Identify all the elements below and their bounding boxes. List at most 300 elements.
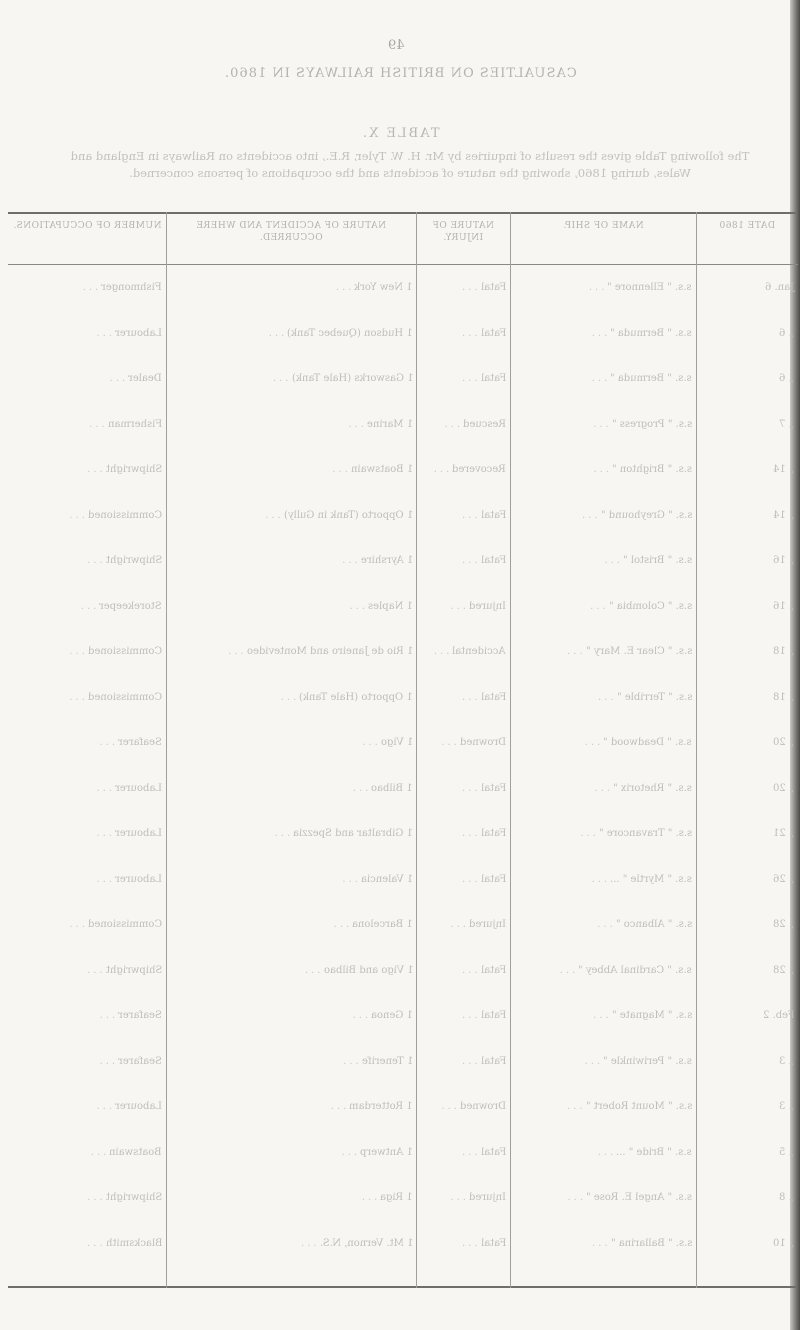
leader-dots: ... (433, 646, 453, 657)
cause-cell (168, 1147, 413, 1158)
cause-cell (168, 919, 413, 930)
date-cell (698, 373, 794, 384)
leader-dots: ... (82, 282, 102, 293)
table-row (8, 684, 798, 722)
leader-dots: ... (593, 1010, 612, 1021)
leader-dots: ... (265, 509, 284, 521)
cell-text: Recovered (452, 464, 506, 475)
date-cell (698, 646, 794, 657)
table-row (8, 957, 798, 995)
leader-dots: ... (228, 646, 247, 657)
leader-dots: ... (96, 782, 116, 794)
fatal-cell (420, 828, 506, 839)
occupation-cell (12, 783, 162, 794)
name-cell (512, 1192, 692, 1203)
name-cell (512, 510, 692, 521)
table-row (8, 547, 798, 585)
cell-text: Storekeeper (99, 600, 162, 612)
fatal-cell (420, 1238, 506, 1249)
leader-dots: ... (272, 373, 292, 384)
occupation-cell (12, 282, 162, 293)
cause-cell (168, 555, 413, 566)
date-cell (698, 419, 794, 430)
cell-text: Fatal (480, 828, 506, 839)
cell-text: s.s. " Ballarina " (610, 1237, 692, 1249)
cause-cell (168, 692, 413, 703)
table-row (8, 775, 798, 813)
occupation-cell (12, 328, 162, 339)
occupation-cell (12, 1147, 162, 1158)
occupation-cell (12, 1101, 162, 1112)
cell-text: „ 28 (772, 964, 794, 976)
leader-dots: ... (268, 327, 288, 339)
cell-text: 1 Ayrshire (360, 555, 413, 566)
cause-cell (168, 874, 413, 885)
cause-cell (168, 1010, 413, 1021)
cell-text: „ 21 (772, 828, 794, 839)
cause-cell (168, 1238, 413, 1249)
cell-text: 1 Boatswain (350, 464, 413, 475)
table-row (8, 1184, 798, 1222)
cell-text: s.s. " Rhetorix " (613, 782, 692, 794)
occupation-cell (12, 874, 162, 885)
cell-text: „ 6 (779, 373, 794, 384)
cell-text: s.s. " Bermuda " (610, 373, 692, 384)
cell-text: Fisherman (107, 418, 162, 430)
date-cell (698, 737, 794, 748)
leader-dots: ... (433, 464, 453, 475)
cell-text: Fatal (480, 1237, 506, 1249)
leader-dots: ... (591, 873, 611, 885)
cell-text: 1 Rotterdam (349, 1101, 413, 1112)
table-row (8, 911, 798, 949)
table-row (8, 456, 798, 494)
cell-text: Rescued (463, 418, 506, 430)
cell-text: s.s. " Terrible " (616, 691, 692, 703)
leader-dots: ... (588, 282, 608, 293)
fatal-cell (420, 328, 506, 339)
cell-text: 1 Naples (368, 600, 413, 612)
fatal-cell (420, 282, 506, 293)
cell-text: 1 Vigo and Bilbao (323, 964, 413, 976)
cell-text: 1 Rio de Janeiro and Montevideo (246, 646, 413, 657)
leader-dots: ... (69, 919, 88, 930)
leader-dots: ... (593, 464, 612, 475)
cell-text: Labourer (115, 782, 162, 794)
cell-text: s.s. " Periwinkle " (603, 1055, 692, 1067)
leader-dots: ... (280, 691, 300, 703)
leader-dots: ... (462, 964, 481, 976)
cell-text: „ 16 (772, 555, 794, 566)
cell-text: „ 10 (772, 1237, 794, 1249)
cell-text: s.s. " Progress " (611, 418, 692, 430)
name-cell (512, 1238, 692, 1249)
leader-dots: ... (584, 737, 604, 748)
table-row (8, 1230, 798, 1268)
fatal-cell (420, 646, 506, 657)
fatal-cell (420, 1010, 506, 1021)
cell-text: Shipwright (105, 555, 162, 566)
cell-text: Labourer (115, 873, 162, 885)
leader-dots: ... (594, 782, 614, 794)
name-cell (512, 919, 692, 930)
cell-text: „ 20 (772, 737, 794, 748)
cell-text: Commissioned (87, 691, 162, 703)
cell-text: Blacksmith (105, 1237, 162, 1249)
cause-cell (168, 464, 413, 475)
leader-dots: ... (69, 646, 88, 657)
leader-dots: ... (87, 464, 106, 475)
header-rule (8, 264, 798, 265)
cell-text: s.s. " Brighton " (611, 464, 692, 475)
leader-dots: ... (335, 282, 355, 293)
cell-text: 1 Mt. Vernon, N.S. (319, 1237, 413, 1249)
leader-dots: ... (343, 1055, 362, 1067)
cause-cell (168, 282, 413, 293)
cell-text: 1 Gibraltar and Spezzia (293, 828, 413, 839)
leader-dots: ... (87, 555, 106, 566)
leader-dots: ... (598, 691, 617, 703)
running-head: CASUALTIES ON BRITISH RAILWAYS IN 1860. (223, 66, 577, 81)
casualty-table (8, 212, 798, 1288)
cell-text: Labourer (115, 1101, 162, 1112)
cell-text: s.s. " Magnate " (611, 1010, 692, 1021)
name-cell (512, 874, 692, 885)
name-cell (512, 737, 692, 748)
name-cell (512, 646, 692, 657)
leader-dots: ... (90, 1146, 110, 1158)
cause-cell (168, 601, 413, 612)
leader-dots: ... (450, 1192, 469, 1203)
cell-text: Fatal (480, 964, 506, 976)
cell-text: 1 Gasworks (Hale Tank) (291, 373, 413, 384)
leader-dots: ... (80, 600, 100, 612)
cell-text: „ 14 (772, 464, 794, 475)
table-row (8, 274, 798, 312)
cell-text: Fatal (480, 282, 506, 293)
cell-text: Seafarer (118, 1010, 162, 1021)
header-name: NAME OF SHIP. (562, 221, 644, 231)
leader-dots: ... (99, 1010, 119, 1021)
cell-text: Fatal (480, 555, 506, 566)
date-cell (698, 555, 794, 566)
cell-text: s.s. " Ellennore " (607, 282, 692, 293)
date-cell (698, 692, 794, 703)
leader-dots: ... (462, 373, 481, 384)
cell-text: 1 New York (354, 282, 413, 293)
occupation-cell (12, 828, 162, 839)
cell-text: Fatal (480, 873, 506, 885)
cell-text: 1 Marine (366, 418, 413, 430)
leader-dots: ... (349, 600, 369, 612)
cell-text: Shipwright (105, 964, 162, 976)
cell-text: s.s. " Travancore " (598, 828, 692, 839)
cell-text: 1 Bilbao (371, 782, 413, 794)
name-cell (512, 692, 692, 703)
table-row (8, 729, 798, 767)
name-cell (512, 1056, 692, 1067)
header-occupation: NUMBER OF OCCUPATIONS. (12, 221, 162, 231)
cell-text: „ 28 (772, 919, 794, 930)
cell-text: 1 Vigo (380, 737, 413, 748)
fatal-cell (420, 419, 506, 430)
leader-dots: ... (87, 1192, 106, 1203)
header-fatal: NATURE OF INJURY. (432, 221, 494, 243)
fatal-cell (420, 555, 506, 566)
name-cell (512, 328, 692, 339)
leader-dots: ... (597, 919, 616, 930)
table-caption: The following Table gives the results of inquiries by Mr. H. W. Tyler, R.E., into accidents on Railways in England and Wales, during 1860, showing the nature of accidents and the occupations of persons concerned. (70, 149, 750, 180)
date-cell (698, 1010, 794, 1021)
leader-dots: ... (462, 782, 481, 794)
cell-text: Commissioned (87, 646, 162, 657)
cell-text: 1 Genoa (371, 1010, 413, 1021)
leader-dots: ... (274, 828, 294, 839)
leader-dots: ... (96, 327, 116, 339)
cell-text: „ 18 (772, 691, 794, 703)
date-cell (698, 510, 794, 521)
leader-dots: ... (361, 1192, 381, 1203)
leader-dots: ... (580, 828, 599, 839)
leader-dots: ... (567, 1192, 587, 1203)
cell-text: Labourer (115, 828, 162, 839)
leader-dots: ... (99, 1055, 119, 1067)
cell-text: „ 6 (779, 327, 794, 339)
cell-text: Injured (468, 919, 506, 930)
leader-dots: ... (462, 1055, 481, 1067)
leader-dots: ... (332, 464, 351, 475)
date-cell (698, 282, 794, 293)
cell-text: Fatal (480, 1146, 506, 1158)
name-cell (512, 555, 692, 566)
cell-text: Feb. 2 (762, 1010, 794, 1021)
leader-dots: ... (559, 964, 579, 976)
leader-dots: ... (330, 1101, 350, 1112)
cell-text: 1 Barcelona (352, 919, 413, 930)
fatal-cell (420, 1192, 506, 1203)
fatal-cell (420, 373, 506, 384)
name-cell (512, 783, 692, 794)
occupation-cell (12, 965, 162, 976)
table-bottom-rule (8, 1286, 798, 1288)
table-row (8, 638, 798, 676)
leader-dots: ... (69, 509, 88, 521)
cell-text: Jan. 6 (764, 282, 794, 293)
cell-text: s.s. " Clear E. Mary " (585, 646, 692, 657)
leader-dots: ... (462, 282, 481, 293)
cell-text: Fatal (480, 1010, 506, 1021)
cause-cell (168, 828, 413, 839)
table-row (8, 593, 798, 631)
leader-dots: ... (462, 1010, 481, 1021)
cell-text: Accidental (452, 646, 506, 657)
occupation-cell (12, 692, 162, 703)
fatal-cell (420, 919, 506, 930)
leader-dots: ... (342, 555, 361, 566)
cell-text: Fatal (480, 509, 506, 521)
date-cell (698, 783, 794, 794)
leader-dots: ... (462, 691, 481, 703)
leader-dots: ... (462, 1237, 481, 1249)
leader-dots: ... (462, 555, 481, 566)
cause-cell (168, 510, 413, 521)
cell-text: Commissioned (87, 919, 162, 930)
cell-text: s.s. " Albanco " (615, 919, 692, 930)
cell-text: 1 Hudson (Quebec Tank) (287, 327, 413, 339)
leader-dots: ... (450, 600, 469, 612)
cause-cell (168, 328, 413, 339)
occupation-cell (12, 1192, 162, 1203)
cause-cell (168, 965, 413, 976)
leader-dots: ... (99, 737, 119, 748)
table-row (8, 1139, 798, 1177)
cell-text: 1 Antwerp (360, 1146, 413, 1158)
cell-text: Fishmonger (101, 282, 162, 293)
fatal-cell (420, 1101, 506, 1112)
cell-text: s.s. " Cardinal Abbey " (578, 964, 692, 976)
leader-dots: ... (304, 964, 324, 976)
date-cell (698, 1238, 794, 1249)
leader-dots: ... (444, 418, 464, 430)
leader-dots: ... (462, 873, 481, 885)
table-row (8, 365, 798, 403)
table-row (8, 820, 798, 858)
cause-cell (168, 783, 413, 794)
leader-dots: ... (591, 373, 611, 384)
cell-text: 1 Riga (380, 1192, 413, 1203)
cell-text: „ 7 (779, 418, 794, 430)
date-cell (698, 828, 794, 839)
occupation-cell (12, 1010, 162, 1021)
table-row (8, 411, 798, 449)
table-row (8, 1093, 798, 1131)
leader-dots: ... (567, 1101, 586, 1112)
leader-dots: ... (582, 509, 601, 521)
leader-dots: ... (96, 828, 116, 839)
leader-dots: ... (604, 555, 623, 566)
occupation-cell (12, 555, 162, 566)
leader-dots: ... (441, 737, 460, 748)
leader-dots: ... (592, 1237, 611, 1249)
cause-cell (168, 646, 413, 657)
fatal-cell (420, 510, 506, 521)
leader-dots: ... (89, 418, 108, 430)
name-cell (512, 601, 692, 612)
fatal-cell (420, 692, 506, 703)
cell-text: 1 Valencia (360, 873, 413, 885)
cell-text: „ 5 (779, 1146, 794, 1158)
date-cell (698, 1147, 794, 1158)
cell-text: s.s. " Greyhound " (600, 509, 692, 521)
table-row (8, 866, 798, 904)
occupation-cell (12, 919, 162, 930)
leader-dots: ... (590, 600, 609, 612)
leader-dots: ... (341, 1146, 361, 1158)
cell-text: Shipwright (105, 464, 162, 475)
cell-text: s.s. " Myrtle " ... (610, 873, 692, 885)
date-cell (698, 965, 794, 976)
cell-text: „ 3 (779, 1101, 794, 1112)
occupation-cell (12, 419, 162, 430)
date-cell (698, 919, 794, 930)
cell-text: „ 8 (779, 1192, 794, 1203)
fatal-cell (420, 1056, 506, 1067)
leader-dots: ... (352, 782, 372, 794)
leader-dots: ... (109, 373, 129, 384)
occupation-cell (12, 510, 162, 521)
leader-dots: ... (69, 691, 88, 703)
cell-text: s.s. " Bermuda " (610, 327, 692, 339)
cause-cell (168, 1056, 413, 1067)
cause-cell (168, 419, 413, 430)
cell-text: Fatal (480, 1055, 506, 1067)
name-cell (512, 1101, 692, 1112)
cell-text: Fatal (480, 327, 506, 339)
cell-text: „ 14 (772, 509, 794, 521)
cell-text: Injured (468, 600, 506, 612)
cell-text: s.s. " Deadwood " (603, 737, 692, 748)
name-cell (512, 282, 692, 293)
occupation-cell (12, 1056, 162, 1067)
leader-dots: ... (96, 873, 116, 885)
cell-text: s.s. " Mount Robert " (585, 1101, 692, 1112)
header-date: DATE 1860 (718, 221, 776, 231)
date-cell (698, 464, 794, 475)
date-cell (698, 1056, 794, 1067)
fatal-cell (420, 1147, 506, 1158)
date-cell (698, 601, 794, 612)
cell-text: „ 26 (772, 873, 794, 885)
leader-dots: ... (87, 964, 106, 976)
fatal-cell (420, 965, 506, 976)
leader-dots: ... (462, 327, 481, 339)
leader-dots: ... (567, 646, 586, 657)
cell-text: s.s. " Angel E. Rose " (586, 1192, 692, 1203)
table-row (8, 1002, 798, 1040)
cause-cell (168, 1101, 413, 1112)
cell-text: s.s. " Bride " ... (616, 1146, 692, 1158)
occupation-cell (12, 646, 162, 657)
leader-dots: ... (462, 509, 481, 521)
table-row (8, 1048, 798, 1086)
fatal-cell (420, 737, 506, 748)
cell-text: Drowned (459, 1101, 506, 1112)
cell-text: „ 20 (772, 782, 794, 794)
cause-cell (168, 737, 413, 748)
name-cell (512, 1010, 692, 1021)
cell-text: Injured (468, 1192, 506, 1203)
name-cell (512, 828, 692, 839)
occupation-cell (12, 1238, 162, 1249)
leader-dots: ... (591, 327, 611, 339)
occupation-cell (12, 373, 162, 384)
name-cell (512, 373, 692, 384)
name-cell (512, 464, 692, 475)
date-cell (698, 1101, 794, 1112)
date-cell (698, 328, 794, 339)
cell-text: Dealer (128, 373, 162, 384)
occupation-cell (12, 737, 162, 748)
leader-dots: ... (462, 1146, 481, 1158)
cell-text: Fatal (480, 782, 506, 794)
table-top-rule (8, 212, 798, 214)
cell-text: 1 Opporto (Hale Tank) (299, 691, 413, 703)
leader-dots: ... (333, 919, 353, 930)
date-cell (698, 1192, 794, 1203)
cell-text: „ 16 (772, 600, 794, 612)
cell-text: Labourer (115, 327, 162, 339)
cell-text: s.s. " Colombia " (608, 600, 692, 612)
